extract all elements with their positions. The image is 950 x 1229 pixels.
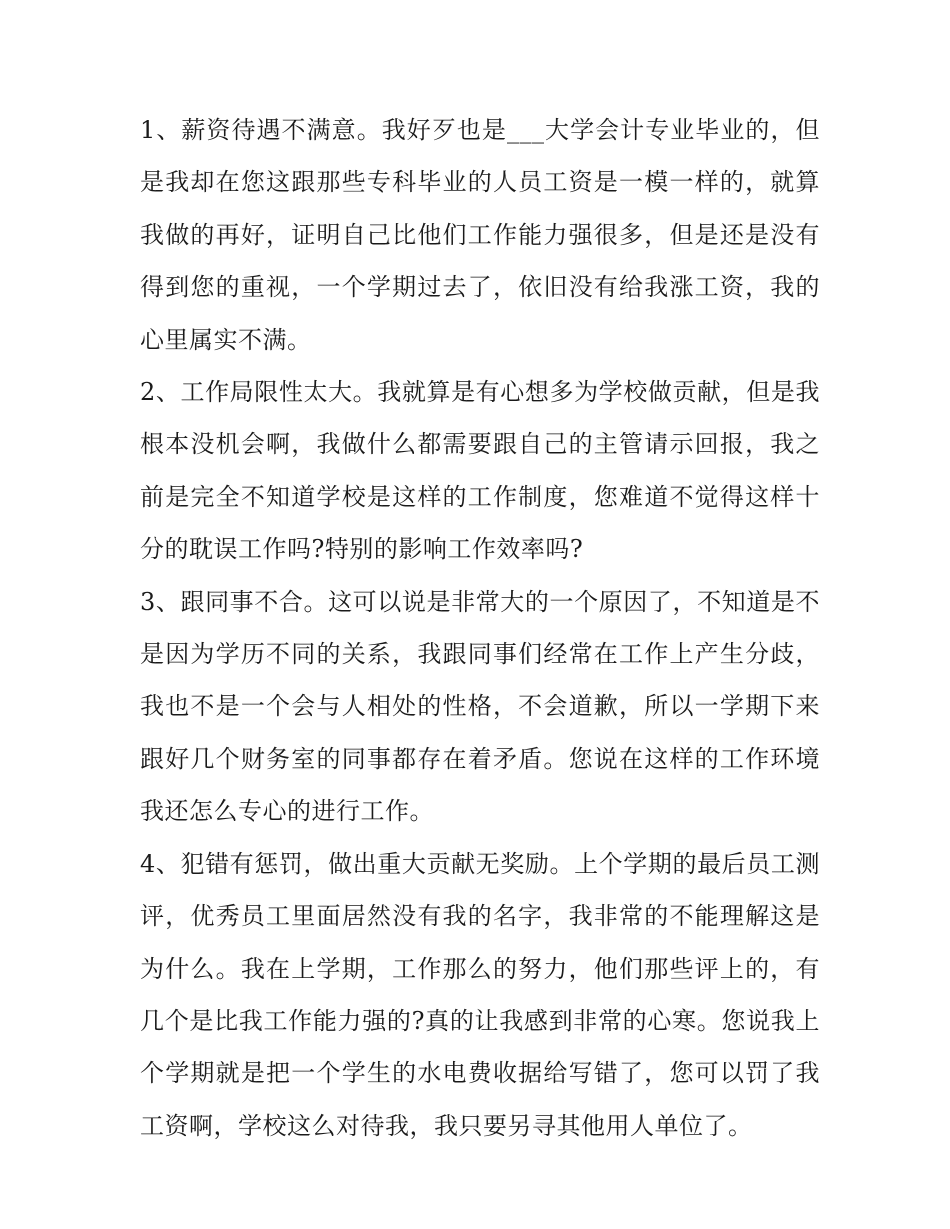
paragraph-2: 2、工作局限性太大。我就算是有心想多为学校做贡献，但是我根本没机会啊，我做什么都需要跟自己的主管请示回报，我之前是完全不知道学校是这样的工作制度，您难道不觉得这样十分的耽误工作吗?特别的影响工作效率吗? bbox=[140, 378, 820, 564]
document-body bbox=[140, 104, 820, 1152]
paragraph-1: 1、薪资待遇不满意。我好歹也是___大学会计专业毕业的，但是我却在您这跟那些专科毕业的人员工资是一模一样的，就算我做的再好，证明自己比他们工作能力强很多，但是还是没有得到您的重视，一个学期过去了，依旧没有给我涨工资，我的心里属实不满。 bbox=[140, 116, 820, 354]
paragraph-3: 3、跟同事不合。这可以说是非常大的一个原因了，不知道是不是因为学历不同的关系，我跟同事们经常在工作上产生分歧，我也不是一个会与人相处的性格，不会道歉，所以一学期下来跟好几个财务室的同事都存在着矛盾。您说在这样的工作环境我还怎么专心的进行工作。 bbox=[140, 587, 820, 826]
paragraph-4: 4、犯错有惩罚，做出重大贡献无奖励。上个学期的最后员工测评，优秀员工里面居然没有我的名字，我非常的不能理解这是为什么。我在上学期，工作那么的努力，他们那些评上的，有几个是比我工作能力强的?真的让我感到非常的心寒。您说我上个学期就是把一个学生的水电费收据给写错了，您可以罚了我工资啊，学校这么对待我，我只要另寻其他用人单位了。 bbox=[140, 849, 820, 1140]
